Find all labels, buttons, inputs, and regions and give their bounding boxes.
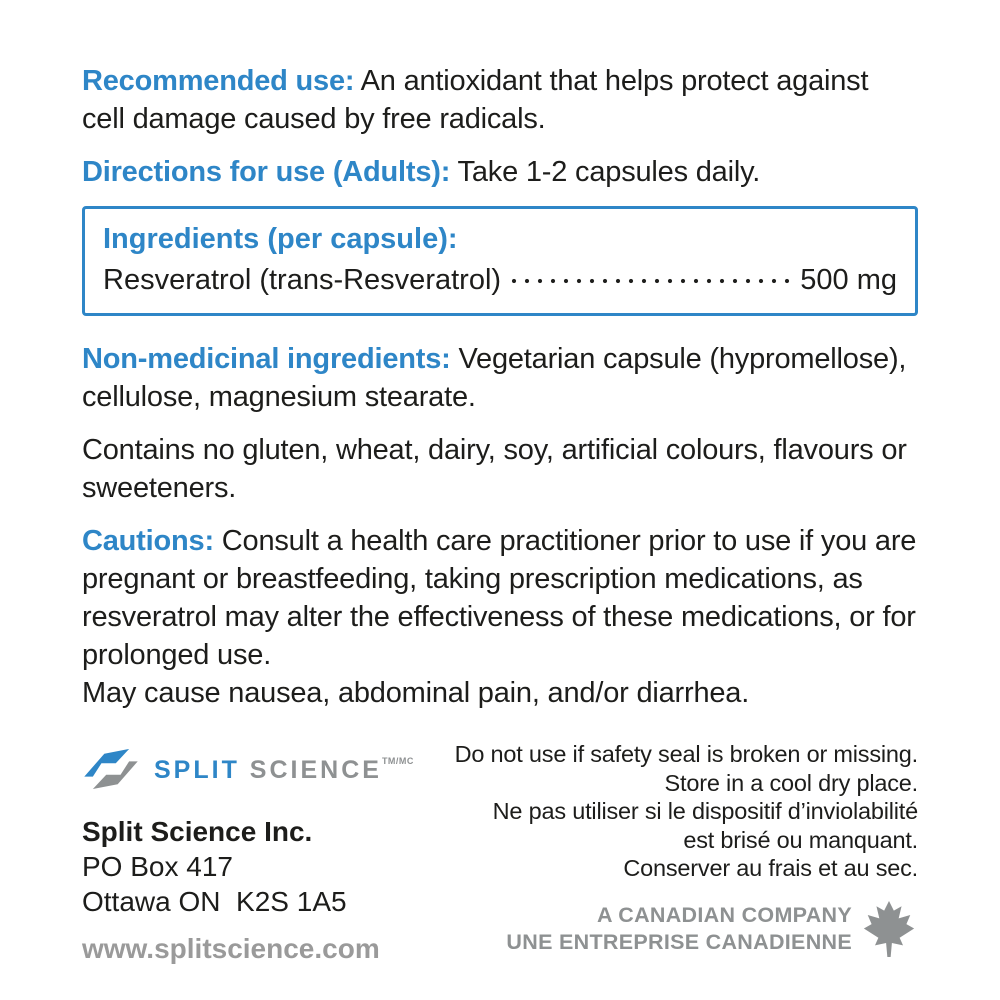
company-address-line-1: PO Box 417 [82, 851, 233, 882]
ingredients-box [82, 206, 918, 316]
safety-seal-text-fr-line-3: Conserver au frais et au sec. [623, 855, 918, 881]
non-medicinal-label: Non-medicinal ingredients: [82, 343, 451, 375]
canadian-company-row [438, 899, 918, 959]
non-medicinal-paragraph [82, 340, 918, 416]
split-science-logo [82, 748, 438, 790]
split-science-wordmark [154, 756, 414, 785]
cautions-text-2: May cause nausea, abdominal pain, and/or diarrhea. [82, 677, 750, 709]
safety-seal-text-fr-line-2: est brisé ou manquant. [683, 826, 918, 853]
company-website: www.splitscience.com [82, 933, 380, 964]
ingredients-heading: Ingredients (per capsule): [103, 223, 458, 255]
canadian-company-line-en: A CANADIAN COMPANY [596, 902, 852, 927]
contains-paragraph [82, 431, 918, 507]
company-address-line-2: Ottawa ON K2S 1A5 [82, 886, 347, 917]
recommended-use-label: Recommended use: [82, 65, 355, 97]
cautions-label: Cautions: [82, 525, 214, 557]
ingredient-row [103, 259, 897, 299]
footer-company-column [82, 740, 438, 966]
directions-label: Directions for use (Adults): [82, 156, 451, 188]
footer-safety-column [438, 740, 918, 966]
company-name: Split Science Inc. [82, 816, 313, 847]
safety-seal-text-fr-line-1: Ne pas utiliser si le dispositif d’inviolabilité [492, 798, 918, 824]
canadian-company-text [506, 902, 852, 956]
ingredient-amount: 500 mg [800, 264, 897, 296]
ingredient-name: Resveratrol (trans-Resveratrol) [103, 264, 502, 296]
canadian-company-line-fr: UNE ENTREPRISE CANADIENNE [506, 929, 852, 954]
non-medicinal-text: Vegetarian capsule (hypromellose), cellulose, magnesium stearate. [82, 343, 907, 413]
split-science-logo-icon [82, 748, 140, 790]
label-footer [82, 740, 918, 966]
logo-word-science: SCIENCE [249, 756, 382, 784]
dotted-leader [511, 259, 790, 289]
logo-word-split: SPLIT [154, 756, 240, 784]
directions-text: Take 1-2 capsules daily. [457, 156, 761, 188]
recommended-use-paragraph [82, 62, 918, 138]
directions-paragraph [82, 153, 918, 191]
cautions-text: Consult a health care practitioner prior to use if you are pregnant or breastfeeding, taking prescription medications, as resveratrol may alter the effectiveness of these medications, or for prolonged use. [82, 525, 917, 671]
contains-text: Contains no gluten, wheat, dairy, soy, artificial colours, flavours or sweeteners. [82, 434, 907, 504]
cautions-paragraph [82, 522, 918, 712]
safety-seal-text-en-line-1: Do not use if safety seal is broken or missing. [454, 741, 918, 767]
maple-leaf-icon [860, 899, 918, 959]
safety-seal-text-en-line-2: Store in a cool dry place. [664, 769, 918, 796]
recommended-use-text: An antioxidant that helps protect against cell damage caused by free radicals. [82, 65, 869, 135]
trademark-superscript: TM/MC [381, 756, 414, 766]
